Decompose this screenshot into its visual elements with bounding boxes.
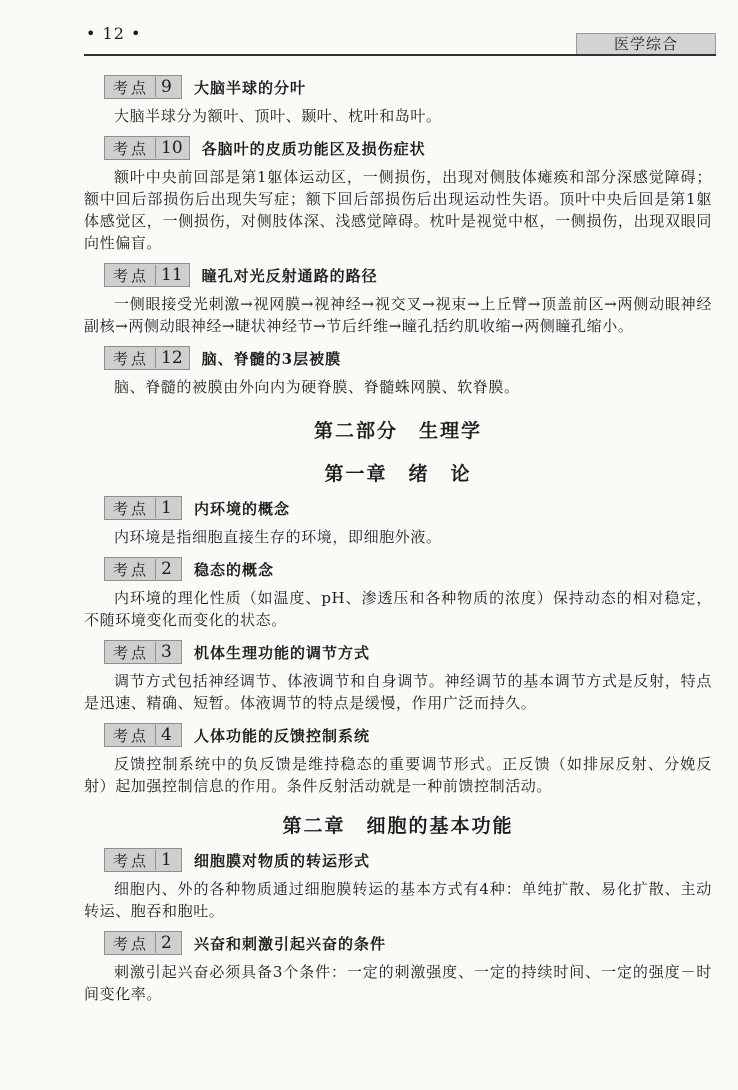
topic-badge-label: 考点 (113, 499, 150, 518)
topic-badge-number: 4 (155, 725, 175, 745)
chapter-title: 第二章 细胞的基本功能 (282, 815, 514, 837)
topic-badge (104, 931, 182, 955)
topic-title: 细胞膜对物质的转运形式 (194, 851, 371, 870)
topic-body: 反馈控制系统中的负反馈是维持稳态的重要调节形式。正反馈（如排尿反射、分娩反射）起加强控制信息的作用。条件反射活动就是一种前馈控制活动。 (84, 755, 712, 795)
topic-badge (104, 848, 182, 872)
topic-title: 瞳孔对光反射通路的路径 (201, 266, 378, 285)
topic-heading (84, 721, 712, 749)
topic-badge-label: 考点 (113, 139, 150, 158)
topic-heading (84, 261, 712, 289)
topic-badge-label: 考点 (113, 266, 150, 285)
topic-badge-label: 考点 (113, 78, 150, 97)
page-number: • 12 • (86, 24, 142, 43)
part-title: 第二部分 生理学 (313, 420, 482, 442)
topic-heading (84, 344, 712, 372)
topic-badge-number: 10 (155, 138, 183, 158)
chapter-title: 第一章 绪 论 (324, 463, 472, 485)
topic-body: 大脑半球分为额叶、顶叶、颞叶、枕叶和岛叶。 (114, 107, 442, 125)
topic-body: 刺激引起兴奋必须具备3个条件：一定的刺激强度、一定的持续时间、一定的强度－时间变化率。 (84, 963, 712, 1003)
topic-badge-number: 9 (155, 77, 175, 97)
topic-badge-number: 2 (155, 933, 175, 953)
topic-badge (104, 723, 182, 747)
topic-badge (104, 496, 182, 520)
topic-title: 稳态的概念 (194, 560, 275, 579)
topic-badge-number: 1 (155, 850, 175, 870)
topic-title: 各脑叶的皮质功能区及损伤症状 (201, 139, 426, 158)
topic-badge-number: 12 (155, 348, 183, 368)
topic-badge (104, 346, 190, 370)
topic-title: 机体生理功能的调节方式 (194, 643, 371, 662)
topic-badge-label: 考点 (113, 726, 150, 745)
topic-title: 大脑半球的分叶 (194, 78, 307, 97)
page-content (84, 66, 712, 1008)
topic-badge (104, 557, 182, 581)
topic-title: 内环境的概念 (194, 499, 291, 518)
topic-title: 兴奋和刺激引起兴奋的条件 (194, 934, 387, 953)
topic-body: 内环境的理化性质（如温度、pH、渗透压和各种物质的浓度）保持动态的相对稳定，不随环境变化而变化的状态。 (84, 589, 712, 629)
topic-badge (104, 263, 190, 287)
page-header (0, 0, 738, 62)
topic-badge-label: 考点 (113, 349, 150, 368)
topic-heading (84, 638, 712, 666)
topic-heading (84, 555, 712, 583)
topic-heading (84, 929, 712, 957)
topic-badge-label: 考点 (113, 560, 150, 579)
topic-body: 脑、脊髓的被膜由外向内为硬脊膜、脊髓蛛网膜、软脊膜。 (114, 378, 520, 396)
topic-body: 调节方式包括神经调节、体液调节和自身调节。神经调节的基本调节方式是反射，特点是迅速、精确、短暂。体液调节的特点是缓慢，作用广泛而持久。 (84, 672, 712, 712)
topic-body: 一侧眼接受光刺激→视网膜→视神经→视交叉→视束→上丘臂→顶盖前区→两侧动眼神经副核→两侧动眼神经→睫状神经节→节后纤维→瞳孔括约肌收缩→两侧瞳孔缩小。 (84, 295, 712, 335)
topic-title: 脑、脊髓的3层被膜 (201, 349, 342, 368)
topic-badge (104, 640, 182, 664)
topic-body: 额叶中央前回部是第1躯体运动区，一侧损伤，出现对侧肢体瘫痪和部分深感觉障碍；额中回后部损伤后出现失写症；额下回后部损伤后出现运动性失语。顶叶中央后回是第1躯体感觉区，一侧损伤，对侧肢体深、浅感觉障碍。枕叶是视觉中枢，一侧损伤，出现双眼同向性偏盲。 (84, 168, 712, 252)
topic-badge (104, 75, 182, 99)
topic-body: 内环境是指细胞直接生存的环境，即细胞外液。 (114, 528, 442, 546)
topic-body: 细胞内、外的各种物质通过细胞膜转运的基本方式有4种：单纯扩散、易化扩散、主动转运、胞吞和胞吐。 (84, 880, 712, 920)
topic-badge (104, 136, 190, 160)
topic-badge-number: 11 (155, 265, 183, 285)
topic-badge-label: 考点 (113, 934, 150, 953)
topic-badge-number: 3 (155, 642, 175, 662)
topic-badge-label: 考点 (113, 643, 150, 662)
topic-heading (84, 846, 712, 874)
topic-badge-number: 1 (155, 498, 175, 518)
book-title-tab: 医学综合 (576, 33, 716, 55)
topic-heading (84, 73, 712, 101)
topic-badge-number: 2 (155, 559, 175, 579)
header-rule (84, 54, 716, 56)
topic-heading (84, 134, 712, 162)
topic-heading (84, 494, 712, 522)
topic-title: 人体功能的反馈控制系统 (194, 726, 371, 745)
topic-badge-label: 考点 (113, 851, 150, 870)
